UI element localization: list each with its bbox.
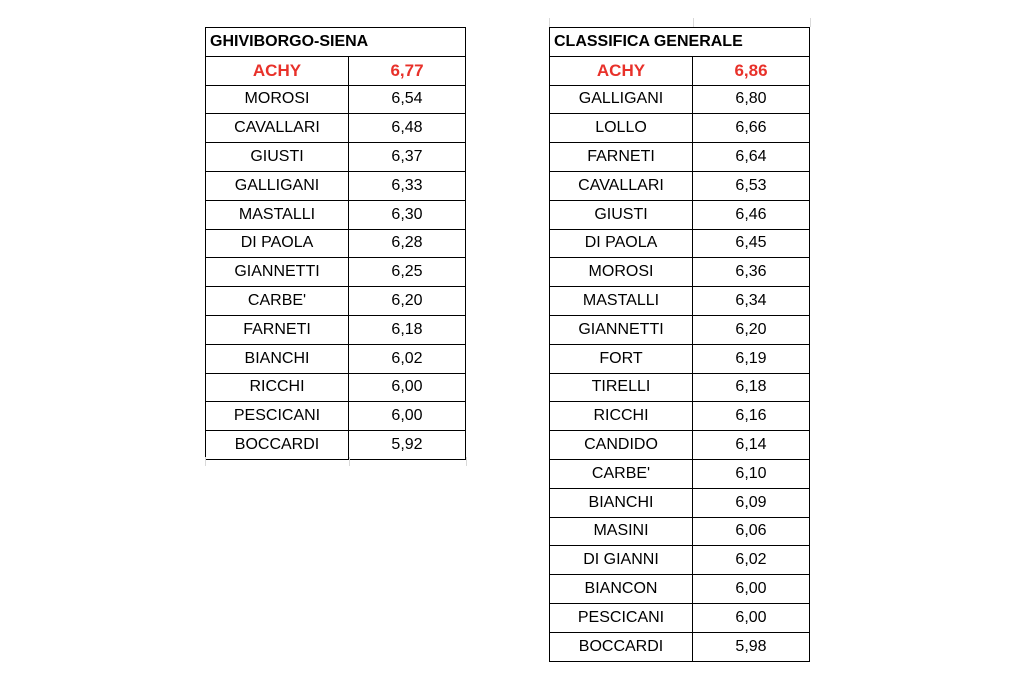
table-row [206, 229, 466, 258]
player-name-cell: MASINI [550, 517, 693, 546]
table-row [550, 575, 810, 604]
table-title: CLASSIFICA GENERALE [550, 28, 810, 57]
rating-value-cell: 6,14 [693, 431, 810, 460]
table-row [550, 143, 810, 172]
table-row [550, 517, 810, 546]
rating-value-cell: 6,00 [349, 373, 466, 402]
table-row [550, 373, 810, 402]
player-name-cell: TIRELLI [550, 373, 693, 402]
table-row [206, 143, 466, 172]
grid-line [810, 18, 811, 27]
player-name-cell: DI GIANNI [550, 546, 693, 575]
player-name-cell: MASTALLI [550, 287, 693, 316]
rating-value-cell: 6,54 [349, 85, 466, 114]
rating-value-cell: 6,28 [349, 229, 466, 258]
table-title-row [206, 28, 466, 57]
classifica-generale-table [549, 27, 810, 662]
rating-value-cell: 6,20 [349, 287, 466, 316]
rating-value-cell: 6,33 [349, 171, 466, 200]
table-row [206, 344, 466, 373]
player-name-cell: RICCHI [550, 402, 693, 431]
table-row [206, 373, 466, 402]
rating-value-cell: 6,20 [693, 315, 810, 344]
rating-value-cell: 6,36 [693, 258, 810, 287]
table-row [206, 315, 466, 344]
table-row [550, 431, 810, 460]
player-name-cell: MOROSI [206, 85, 349, 114]
table-row [206, 258, 466, 287]
table-row [550, 344, 810, 373]
player-name-cell: FARNETI [206, 315, 349, 344]
player-name-cell: ACHY [206, 56, 349, 85]
player-name-cell: BIANCON [550, 575, 693, 604]
rating-value-cell: 6,37 [349, 143, 466, 172]
rating-value-cell: 6,09 [693, 488, 810, 517]
player-name-cell: ACHY [550, 56, 693, 85]
table-row [206, 402, 466, 431]
player-name-cell: DI PAOLA [550, 229, 693, 258]
player-name-cell: GIUSTI [550, 200, 693, 229]
table-row [206, 431, 466, 460]
rating-value-cell: 6,45 [693, 229, 810, 258]
ghiviborgo-siena-table [205, 27, 466, 460]
rating-value-cell: 6,46 [693, 200, 810, 229]
rating-value-cell: 6,66 [693, 114, 810, 143]
player-name-cell: GIUSTI [206, 143, 349, 172]
rating-value-cell: 6,19 [693, 344, 810, 373]
player-name-cell: DI PAOLA [206, 229, 349, 258]
table-row [550, 258, 810, 287]
player-name-cell: RICCHI [206, 373, 349, 402]
table-row [550, 315, 810, 344]
rating-value-cell: 6,77 [349, 56, 466, 85]
table-title: GHIVIBORGO-SIENA [206, 28, 466, 57]
player-name-cell: FARNETI [550, 143, 693, 172]
table-title-row [550, 28, 810, 57]
table-row [550, 603, 810, 632]
table-row [550, 114, 810, 143]
table-row [206, 114, 466, 143]
rating-value-cell: 6,86 [693, 56, 810, 85]
player-name-cell: LOLLO [550, 114, 693, 143]
rating-value-cell: 6,80 [693, 85, 810, 114]
player-name-cell: GALLIGANI [550, 85, 693, 114]
rating-value-cell: 5,92 [349, 431, 466, 460]
rating-value-cell: 6,48 [349, 114, 466, 143]
grid-line [466, 457, 467, 466]
rating-value-cell: 6,30 [349, 200, 466, 229]
player-name-cell: FORT [550, 344, 693, 373]
grid-line [349, 457, 350, 466]
grid-line [693, 18, 694, 27]
rating-value-cell: 6,18 [693, 373, 810, 402]
player-name-cell: PESCICANI [550, 603, 693, 632]
table-row [206, 85, 466, 114]
table-row [206, 171, 466, 200]
rating-value-cell: 6,00 [693, 575, 810, 604]
table-row [550, 402, 810, 431]
player-name-cell: GIANNETTI [550, 315, 693, 344]
table-row [550, 488, 810, 517]
grid-line [549, 18, 550, 27]
table-row [550, 171, 810, 200]
player-name-cell: CARBE' [206, 287, 349, 316]
player-name-cell: BOCCARDI [206, 431, 349, 460]
rating-value-cell: 6,02 [693, 546, 810, 575]
table-row [550, 287, 810, 316]
rating-value-cell: 6,25 [349, 258, 466, 287]
table-row [206, 200, 466, 229]
player-name-cell: CANDIDO [550, 431, 693, 460]
table-row-highlight [206, 56, 466, 85]
rating-value-cell: 6,02 [349, 344, 466, 373]
rating-value-cell: 6,64 [693, 143, 810, 172]
table-row [550, 85, 810, 114]
player-name-cell: CAVALLARI [550, 171, 693, 200]
table-row [550, 229, 810, 258]
rating-value-cell: 6,06 [693, 517, 810, 546]
rating-value-cell: 6,00 [349, 402, 466, 431]
player-name-cell: MASTALLI [206, 200, 349, 229]
player-name-cell: GIANNETTI [206, 258, 349, 287]
table-row [550, 632, 810, 661]
player-name-cell: BIANCHI [550, 488, 693, 517]
rating-value-cell: 6,10 [693, 459, 810, 488]
grid-line [205, 457, 206, 466]
rating-value-cell: 6,18 [349, 315, 466, 344]
rating-value-cell: 6,34 [693, 287, 810, 316]
table-row [550, 459, 810, 488]
rating-value-cell: 6,00 [693, 603, 810, 632]
player-name-cell: GALLIGANI [206, 171, 349, 200]
table-row [206, 287, 466, 316]
rating-value-cell: 6,16 [693, 402, 810, 431]
player-name-cell: PESCICANI [206, 402, 349, 431]
rating-value-cell: 5,98 [693, 632, 810, 661]
table-row [550, 546, 810, 575]
rating-value-cell: 6,53 [693, 171, 810, 200]
player-name-cell: BIANCHI [206, 344, 349, 373]
player-name-cell: MOROSI [550, 258, 693, 287]
player-name-cell: CARBE' [550, 459, 693, 488]
table-row-highlight [550, 56, 810, 85]
table-row [550, 200, 810, 229]
player-name-cell: CAVALLARI [206, 114, 349, 143]
player-name-cell: BOCCARDI [550, 632, 693, 661]
